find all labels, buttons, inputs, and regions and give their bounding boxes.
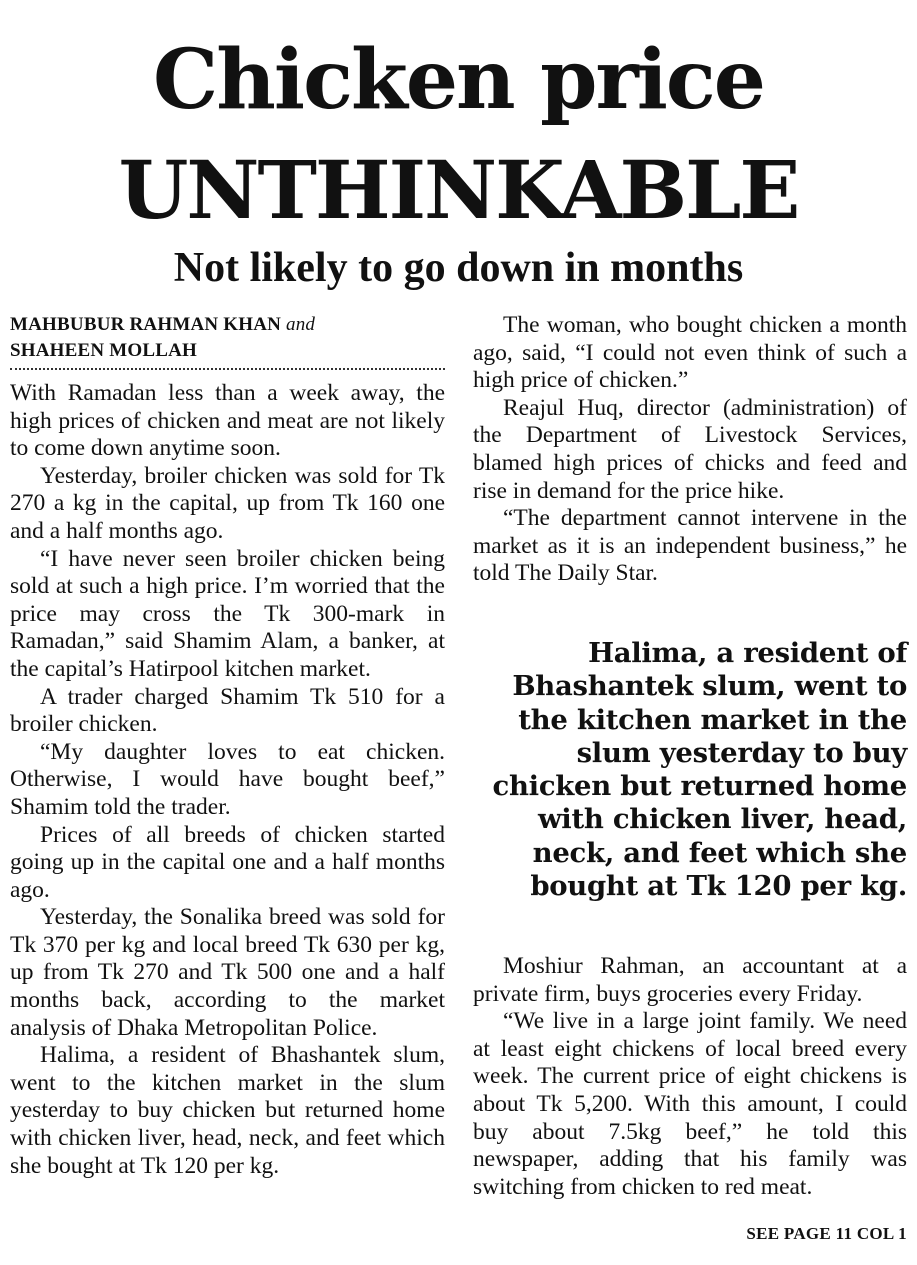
article-paragraph: Yesterday, broiler chicken was sold for Tk 270 a kg in the capital, up from Tk 160 one and a half months ago. (10, 462, 445, 544)
byline-author-2: SHAHEEN MOLLAH (10, 340, 198, 361)
right-column-top (473, 312, 907, 588)
left-column (10, 312, 445, 1180)
byline-conjunction: and (286, 314, 316, 335)
article-paragraph: “My daughter loves to eat chicken. Otherwise, I would have bought beef,” Shamim told the trader. (10, 738, 445, 820)
byline-divider (10, 368, 445, 370)
byline (10, 312, 445, 364)
byline-author-1: MAHBUBUR RAHMAN KHAN (10, 314, 282, 335)
article-paragraph: “The department cannot intervene in the market as it is an independent business,” he told The Daily Star. (473, 505, 907, 587)
pull-quote: Halima, a resident of Bhashantek slum, went to the kitchen market in the slum yesterday to buy chicken but returned home with chicken liver, head, neck, and feet which she bought at Tk 120 per kg. (492, 637, 907, 903)
right-column-bottom (473, 953, 907, 1201)
article-paragraph: Reajul Huq, director (administration) of the Department of Livestock Services, blamed high prices of chicks and feed and rise in demand for the price hike. (473, 394, 907, 504)
article-paragraph: A trader charged Shamim Tk 510 for a broiler chicken. (10, 683, 445, 738)
article-paragraph: “We live in a large joint family. We need at least eight chickens of local breed every week. The current price of eight chickens is about Tk 5,200. With this amount, I could buy about 7.5kg beef,” he told this newspaper, adding that his family was switching from chicken to red meat. (473, 1008, 907, 1200)
article-paragraph: Yesterday, the Sonalika breed was sold for Tk 370 per kg and local breed Tk 630 per kg, up from Tk 270 and Tk 500 one and a half months back, according to the market analysis of Dhaka Metropolitan Police. (10, 904, 445, 1041)
article-paragraph: Prices of all breeds of chicken started going up in the capital one and a half months ago. (10, 821, 445, 903)
article-paragraph: “I have never seen broiler chicken being sold at such a high price. I’m worried that the price may cross the Tk 300-mark in Ramadan,” said Shamim Alam, a banker, at the capital’s Hatirpool kitchen market. (10, 545, 445, 682)
article-paragraph: With Ramadan less than a week away, the high prices of chicken and meat are not likely to come down anytime soon. (10, 380, 445, 462)
headline-line-2: UNTHINKABLE (118, 143, 799, 237)
article-paragraph: Halima, a resident of Bhashantek slum, went to the kitchen market in the slum yesterday to buy chicken but returned home with chicken liver, head, neck, and feet which she bought at Tk 120 per kg. (10, 1042, 445, 1179)
article-paragraph: Moshiur Rahman, an accountant at a private firm, buys groceries every Friday. (473, 953, 907, 1007)
continued-on-page-link[interactable]: SEE PAGE 11 COL 1 (746, 1224, 907, 1243)
subheadline: Not likely to go down in months (173, 245, 744, 291)
article-paragraph: The woman, who bought chicken a month ago, said, “I could not even think of such a high price of chicken.” (473, 312, 907, 394)
headline-line-1: Chicken price (153, 32, 764, 128)
